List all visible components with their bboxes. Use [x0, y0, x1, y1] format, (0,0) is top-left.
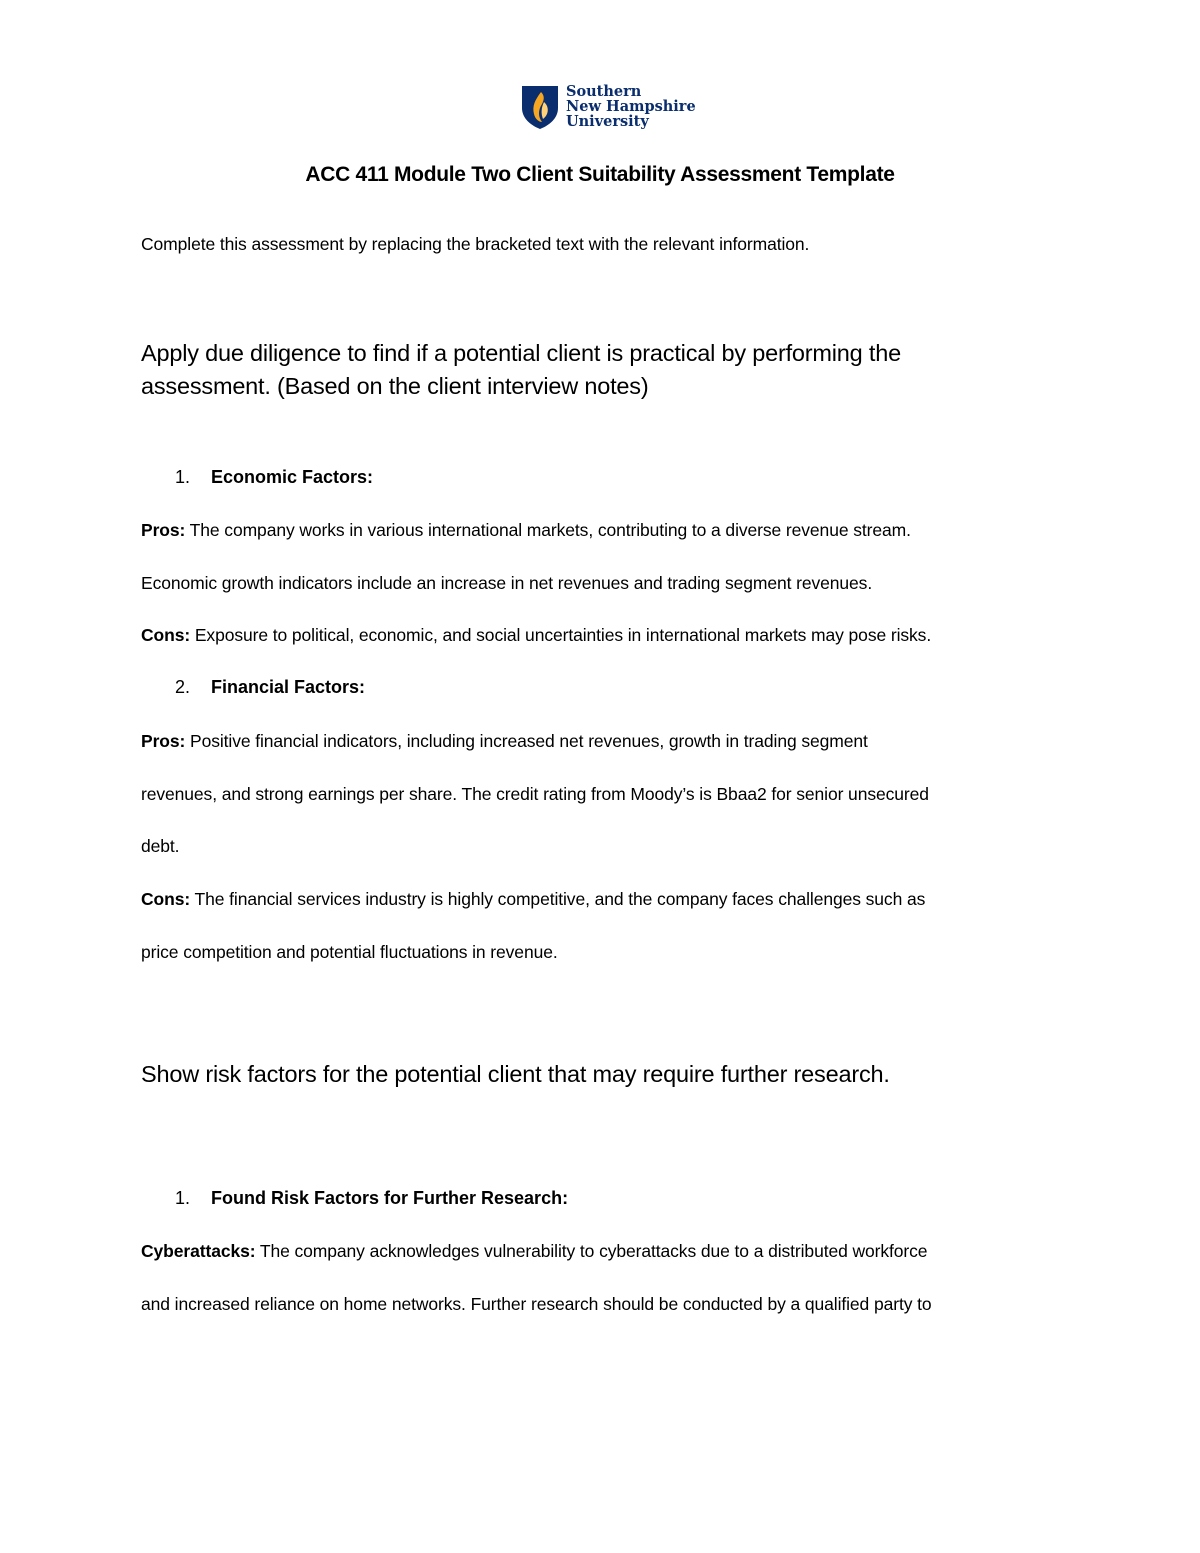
economic-factors-heading [175, 467, 373, 488]
instructions-text: Complete this assessment by replacing the bracketed text with the relevant information. [141, 234, 810, 254]
logo-wordmark [566, 84, 696, 129]
cyberattacks-text: The company acknowledges vulnerability to cyberattacks due to a distributed workforce [255, 1241, 928, 1261]
pros-text: The company works in various international markets, contributing to a diverse revenue stream. [185, 520, 911, 540]
pros-text: Positive financial indicators, including increased net revenues, growth in trading segment [185, 731, 868, 751]
economic-pros-line1 [141, 520, 911, 541]
item-title: Found Risk Factors for Further Research: [211, 1188, 569, 1208]
cyberattacks-line2: and increased reliance on home networks. Further research should be conducted by a qualified party to [141, 1294, 932, 1314]
section1-heading-line2: assessment. (Based on the client interview notes) [141, 373, 649, 399]
shield-flame-icon [520, 84, 560, 130]
financial-cons-line1 [141, 889, 925, 910]
economic-cons-line1 [141, 625, 931, 646]
economic-pros-line2: Economic growth indicators include an increase in net revenues and trading segment revenues. [141, 573, 873, 593]
financial-pros-line1 [141, 731, 868, 752]
document-title: ACC 411 Module Two Client Suitability Assessment Template [305, 163, 895, 186]
item-title: Financial Factors: [211, 677, 366, 697]
financial-factors-heading [175, 677, 365, 698]
item-number: 1. [175, 1188, 191, 1208]
financial-pros-line2: revenues, and strong earnings per share. The credit rating from Moody’s is Bbaa2 for senior unsecured [141, 784, 929, 804]
cyberattacks-line1 [141, 1241, 927, 1262]
logo-line-2: New Hampshire [566, 98, 696, 115]
snhu-logo [520, 84, 696, 132]
financial-pros-line3: debt. [141, 836, 180, 856]
pros-label: Pros: [141, 731, 186, 751]
section1-heading-line1: Apply due diligence to find if a potential client is practical by performing the [141, 340, 901, 366]
risk-factors-heading [175, 1188, 568, 1209]
item-number: 1. [175, 467, 191, 487]
financial-cons-line2: price competition and potential fluctuations in revenue. [141, 942, 558, 962]
cyberattacks-label: Cyberattacks: [141, 1241, 256, 1261]
cons-text: The financial services industry is highly competitive, and the company faces challenges such as [190, 889, 926, 909]
item-title: Economic Factors: [211, 467, 374, 487]
item-number: 2. [175, 677, 191, 697]
section2-heading: Show risk factors for the potential client that may require further research. [141, 1061, 890, 1087]
pros-label: Pros: [141, 520, 186, 540]
cons-text: Exposure to political, economic, and social uncertainties in international markets may pose risks. [190, 625, 932, 645]
logo-line-1: Southern [566, 83, 642, 100]
cons-label: Cons: [141, 625, 191, 645]
logo-line-3: University [566, 113, 649, 130]
cons-label: Cons: [141, 889, 191, 909]
